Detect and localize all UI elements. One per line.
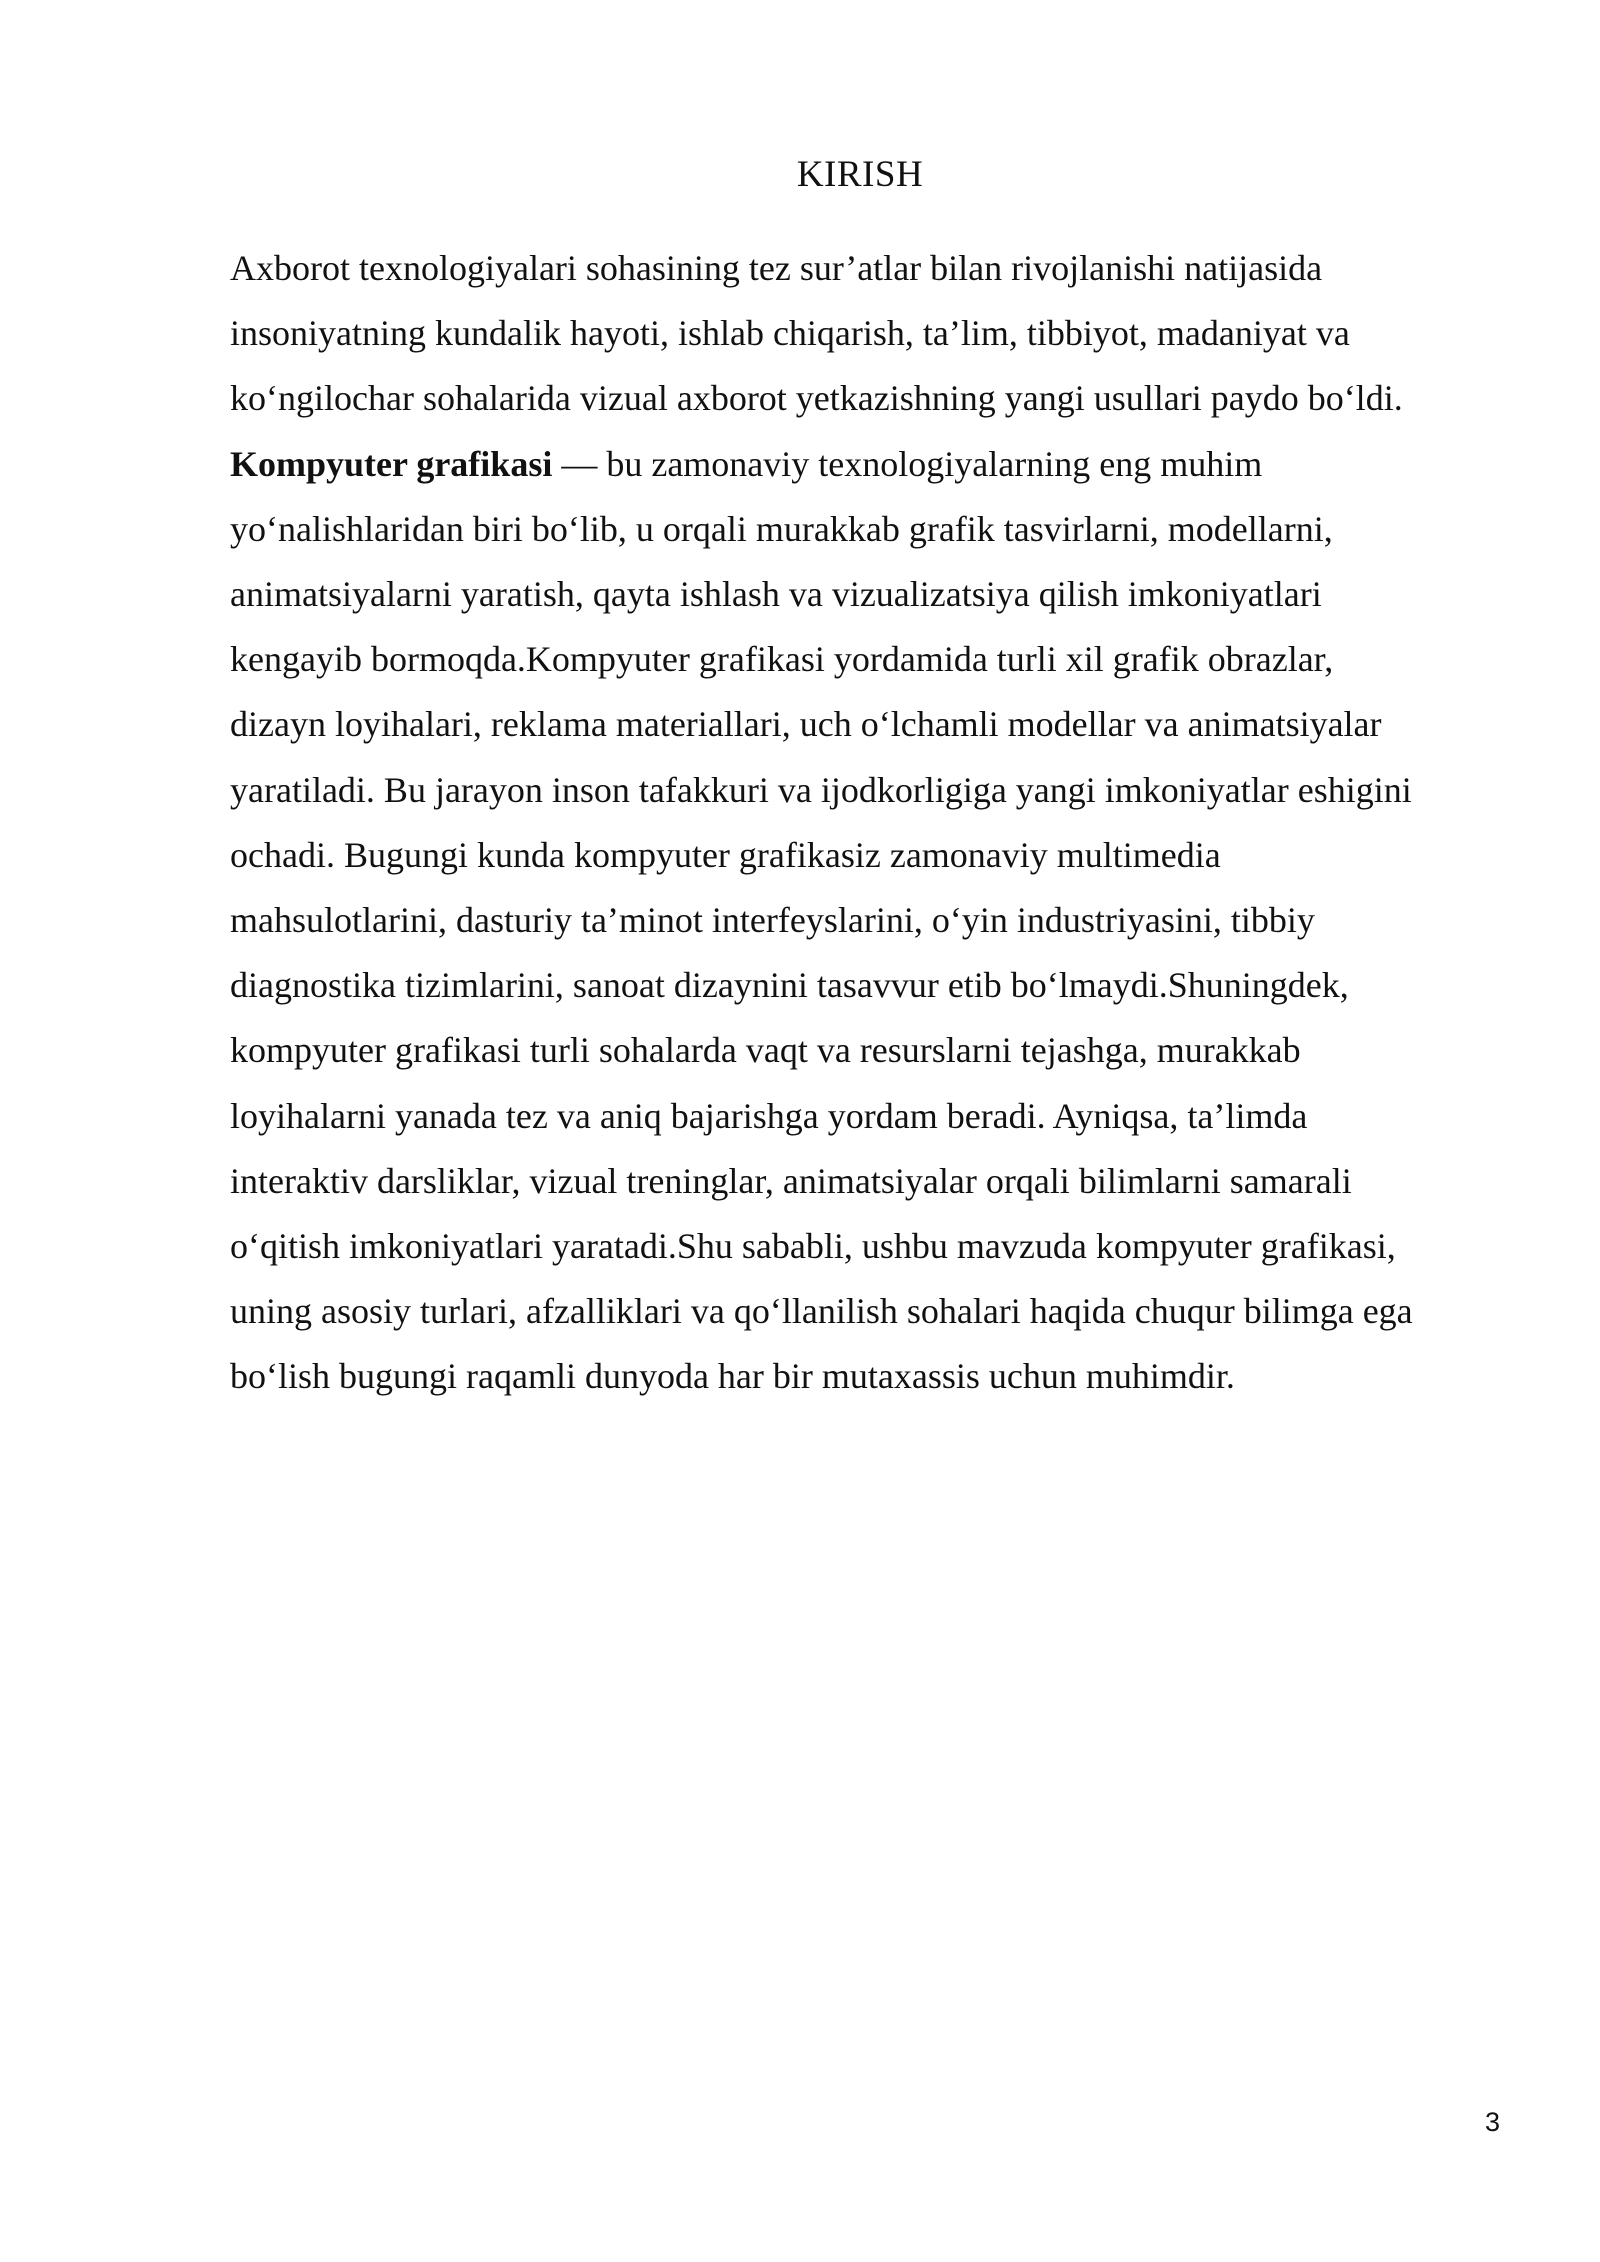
paragraph-line: o‘qitish imkoniyatlari yaratadi.Shu sababli, ushbu mavzuda kompyuter grafikasi, bbox=[230, 1226, 1396, 1267]
section-heading: KIRISH bbox=[796, 154, 924, 195]
paragraph-line: ko‘ngilochar sohalarida vizual axborot yetkazishning yangi usullari paydo bo‘ldi. bbox=[230, 378, 1403, 419]
paragraph-line: ochadi. Bugungi kunda kompyuter grafikasiz zamonaviy multimedia bbox=[230, 834, 1221, 875]
paragraph-line: bo‘lish bugungi raqamli dunyoda har bir mutaxassis uchun muhimdir. bbox=[230, 1356, 1235, 1397]
paragraph-line: diagnostika tizimlarini, sanoat dizaynini tasavvur etib bo‘lmaydi.Shuningdek, bbox=[230, 965, 1349, 1006]
paragraph-line: mahsulotlarini, dasturiy ta’minot interfeyslarini, o‘yin industriyasini, tibbiy bbox=[230, 900, 1315, 941]
paragraph-line: Axborot texnologiyalari sohasining tez sur’atlar bilan rivojlanishi natijasida bbox=[230, 248, 1323, 288]
paragraph-line: kengayib bormoqda.Kompyuter grafikasi yordamida turli xil grafik obrazlar, bbox=[230, 639, 1334, 680]
bold-term: Kompyuter grafikasi bbox=[230, 443, 553, 484]
paragraph-line: interaktiv darsliklar, vizual treninglar, animatsiyalar orqali bilimlarni samarali bbox=[230, 1160, 1352, 1201]
paragraph-line: insoniyatning kundalik hayoti, ishlab chiqarish, ta’lim, tibbiyot, madaniyat va bbox=[230, 313, 1350, 354]
paragraph-line: uning asosiy turlari, afzalliklari va qo‘llanilish sohalari haqida chuqur bilimga ega bbox=[230, 1291, 1413, 1332]
paragraph-line: loyihalarni yanada tez va aniq bajarishga yordam beradi. Ayniqsa, ta’limda bbox=[230, 1095, 1308, 1136]
body-paragraph bbox=[230, 236, 1492, 1410]
paragraph-line-with-term bbox=[230, 432, 1492, 497]
paragraph-line: kompyuter grafikasi turli sohalarda vaqt va resurslarni tejashga, murakkab bbox=[230, 1030, 1301, 1071]
paragraph-line: animatsiyalarni yaratish, qayta ishlash va vizualizatsiya qilish imkoniyatlari bbox=[230, 574, 1322, 615]
paragraph-line: yo‘nalishlaridan biri bo‘lib, u orqali murakkab grafik tasvirlarni, modellarni, bbox=[230, 508, 1333, 549]
term-definition: — bu zamonaviy texnologiyalarning eng muhim bbox=[552, 443, 1263, 484]
page-number: 3 bbox=[1484, 2107, 1500, 2137]
paragraph-line: yaratiladi. Bu jarayon inson tafakkuri va ijodkorligiga yangi imkoniyatlar eshigini bbox=[230, 769, 1412, 810]
paragraph-line: dizayn loyihalari, reklama materiallari, uch o‘lchamli modellar va animatsiyalar bbox=[230, 704, 1382, 745]
